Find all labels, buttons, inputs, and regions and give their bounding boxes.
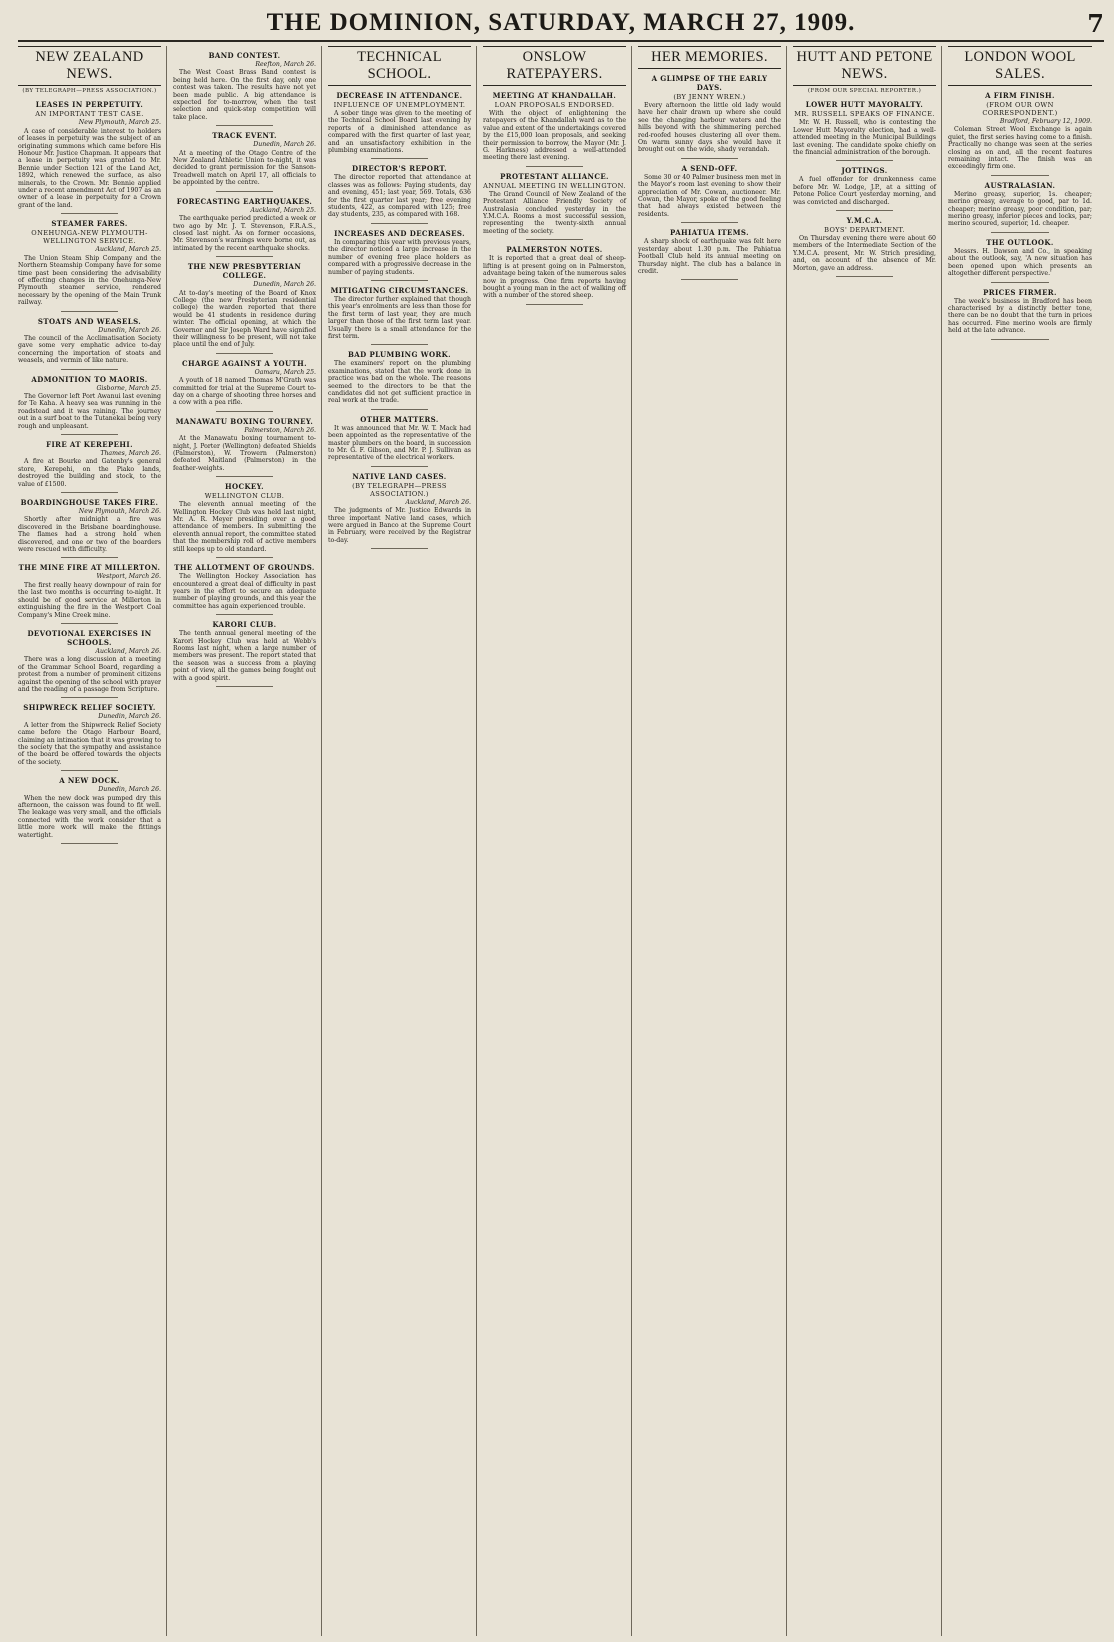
article-body: The director further explained that though this year's enrolments are less than those for the first term of last year, they are much larger than those of the first term last year. Usually there is a small attendance for the first term.: [328, 295, 471, 340]
article-body: The West Coast Brass Band contest is being held here. On the first day, only one contest was taken. The results have not yet been made public. A big attendance is expected for to-morrow, when the test selection and quick-step competition will take place.: [173, 69, 316, 121]
article-headline: LEASES IN PERPETUITY.: [35, 100, 144, 110]
article-body: The examiners' report on the plumbing examinations, stated that the work done in practice was bad on the whole. The reasons seemed to the directors to be that the candidates did not get sufficient practice in real work at the trade.: [328, 360, 471, 405]
article-lower-hutt-mayoralty: [793, 100, 936, 161]
article-fire-at-kerepehi: [18, 440, 161, 493]
article-devotional-exercises-in-schools: [18, 629, 161, 698]
article-divider: [836, 210, 893, 211]
column-misc-1: [173, 46, 322, 1636]
article-decrease-in-attendance: [328, 91, 471, 159]
article-karori-club: [173, 620, 316, 687]
article-the-allotment-of-grounds: [173, 563, 316, 615]
article-band-contest: [173, 51, 316, 126]
article-the-new-presbyterian-college: [173, 262, 316, 354]
article-subheadline: ONEHUNGA-NEW PLYMOUTH-WELLINGTON SERVICE.: [31, 229, 148, 246]
article-steamer-fares: [18, 219, 161, 311]
article-divider: [61, 492, 118, 493]
article-headline: LOWER HUTT MAYORALTY.: [805, 100, 924, 110]
column-heading: HUTT AND PETONE NEWS.: [793, 46, 936, 86]
article-director-s-report: [328, 164, 471, 223]
article-dateline: Dunedin, March 26.: [98, 326, 161, 334]
article-headline: A NEW DOCK.: [59, 776, 120, 786]
article-body: On Thursday evening there were about 60 members of the Intermediate Section of the Y.M.C.A. present, Mr. W. Strich presiding, and, on account of the absence of Mr. Morton, gave an address.: [793, 235, 936, 272]
article-divider: [61, 697, 118, 698]
article-body: The tenth annual general meeting of the Karori Hockey Club was held at Webb's Rooms last night, when a large number of members was present. The report stated that the season was a success from a playing point of view, all the games being fought out with a good spirit.: [173, 630, 316, 682]
article-divider: [371, 280, 428, 281]
article-headline: STEAMER FARES.: [51, 219, 128, 229]
article-headline: AUSTRALASIAN.: [984, 180, 1056, 190]
column-technical-school: [328, 46, 477, 1636]
article-native-land-cases: [328, 472, 471, 549]
article-subheadline: INFLUENCE OF UNEMPLOYMENT.: [333, 101, 466, 109]
article-divider: [681, 222, 738, 223]
article-headline: FORECASTING EARTHQUAKES.: [176, 196, 313, 206]
article-divider: [681, 158, 738, 159]
article-divider: [991, 175, 1049, 176]
article-body: A fire at Bourke and Gatenby's general store, Kerepehi, on the Piako lands, destroyed the building and stock, to the value of £1500.: [18, 458, 161, 488]
article-headline: MANAWATU BOXING TOURNEY.: [175, 416, 314, 426]
article-headline: CHARGE AGAINST A YOUTH.: [182, 358, 307, 368]
article-dateline: Auckland, March 25.: [250, 206, 316, 214]
article-headline: ADMONITION TO MAORIS.: [31, 374, 148, 384]
article-body: A sharp shock of earthquake was felt here yesterday about 1.30 p.m. The Pahiatua Football Club held its annual meeting on Thursday night. The club has a balance in credit.: [638, 238, 781, 275]
article-body: There was a long discussion at a meeting of the Grammar School Board, regarding a protest from a number of prominent citizens against the opening of the school with prayer and the reading of a passage from Scripture.: [18, 656, 161, 693]
article-headline: HOCKEY.: [224, 482, 265, 492]
article-dateline: Auckland, March 25.: [95, 246, 161, 254]
article-divider: [371, 409, 428, 410]
article-divider: [216, 353, 273, 354]
masthead: [18, 6, 1104, 42]
article-body: The Wellington Hockey Association has encountered a great deal of difficulty in past years in the effort to secure an adequate number of playing grounds, and this year the committee has again experienced trouble.: [173, 573, 316, 610]
article-palmerston-notes: [483, 245, 626, 304]
article-dateline: Dunedin, March 26.: [253, 281, 316, 289]
article-a-new-dock: [18, 776, 161, 844]
article-headline: KARORI CLUB.: [212, 620, 277, 630]
article-headline: STOATS AND WEASELS.: [37, 316, 142, 326]
article-body: Shortly after midnight a fire was discovered in the Brisbane boardinghouse. The flames had a strong hold when discovered, and one or two of the boarders were rescued with difficulty.: [18, 516, 161, 554]
article-jottings: [793, 166, 936, 211]
article-dateline: Auckland, March 26.: [405, 498, 471, 506]
article-dateline: Westport, March 26.: [96, 573, 161, 581]
column-her-memories: [638, 46, 787, 1636]
article-body: Merino greasy, superior, 1s. cheaper; merino greasy, average to good, par to 1d. cheaper; merino greasy, poor condition, par; merino greasy, inferior pieces and locks, par; merino scoured, superior, 1d. cheaper.: [948, 190, 1092, 228]
article-a-firm-finish: [948, 91, 1092, 176]
article-dateline: Dunedin, March 26.: [253, 141, 316, 149]
article-headline: DEVOTIONAL EXERCISES IN SCHOOLS.: [27, 628, 152, 647]
article-dateline: Palmerston, March 26.: [244, 426, 316, 434]
article-manawatu-boxing-tourney: [173, 417, 316, 477]
page-number: 7: [1087, 8, 1104, 38]
column-hutt-and-petone-news: [793, 46, 942, 1636]
column-subheading: (BY TELEGRAPH—PRESS ASSOCIATION.): [22, 88, 157, 94]
article-body: A youth of 18 named Thomas M'Grath was committed for trial at the Supreme Court to-day on a charge of shooting three horses and a cow with a pea rifle.: [173, 377, 316, 407]
column-heading: LONDON WOOL SALES.: [948, 46, 1092, 86]
column-heading: TECHNICAL SCHOOL.: [328, 46, 471, 86]
article-dateline: Gisborne, March 25.: [96, 384, 161, 392]
article-prices-firmer: [948, 288, 1092, 340]
article-the-outlook: [948, 238, 1092, 283]
article-divider: [216, 686, 273, 687]
article-subheadline: ANNUAL MEETING IN WELLINGTON.: [483, 181, 626, 190]
article-divider: [836, 276, 893, 277]
article-subheadline: BOYS' DEPARTMENT.: [824, 226, 905, 235]
article-headline: JOTTINGS.: [841, 166, 888, 176]
column-onslow-ratepayers: [483, 46, 632, 1636]
article-dateline: Reefton, March 26.: [255, 61, 316, 68]
article-dateline: Dunedin, March 26.: [98, 713, 161, 721]
article-body: Every afternoon the little old lady would have her chair drawn up where she could see the changing harbour waters and the hills beyond with the shimmering perched red-roofed houses clustering all over them. On warm sunny days she would have it brought out on the wide, shady verandah.: [638, 102, 781, 154]
article-charge-against-a-youth: [173, 359, 316, 412]
article-subheadline: MR. RUSSELL SPEAKS OF FINANCE.: [794, 110, 935, 119]
article-headline: TRACK EVENT.: [212, 131, 277, 141]
article-headline: DIRECTOR'S REPORT.: [352, 164, 447, 174]
article-stoats-and-weasels: [18, 317, 161, 370]
article-headline: A GLIMPSE OF THE EARLY DAYS.: [651, 74, 768, 92]
article-body: The first really heavy downpour of rain for the last two months is occurring to-night. It should be of good service at Millerton in extinguishing the fire in the Westport Coal Company's Mine Creek mine.: [18, 581, 161, 619]
article-headline: BOARDINGHOUSE TAKES FIRE.: [20, 498, 159, 508]
article-headline: PRICES FIRMER.: [983, 287, 1057, 297]
article-the-mine-fire-at-millerton: [18, 563, 161, 623]
article-australasian: [948, 181, 1092, 233]
article-boardinghouse-takes-fire: [18, 498, 161, 558]
article-pahiatua-items: [638, 228, 781, 280]
article-dateline: New Plymouth, March 25.: [78, 119, 161, 127]
article-divider: [371, 158, 428, 159]
article-headline: BAD PLUMBING WORK.: [347, 350, 451, 360]
article-body: The week's business in Bradford has been characterised by a distinctly better tone, there can be no doubt that the turn in prices has occurred. Fine merino wools are firmly held at the late advance.: [948, 297, 1092, 335]
article-subheadline: WELLINGTON CLUB.: [204, 492, 285, 501]
columns-container: [18, 46, 1104, 1636]
article-divider: [61, 434, 118, 435]
article-headline: A SEND-OFF.: [681, 163, 738, 173]
article-leases-in-perpetuity: [18, 100, 161, 214]
article-headline: PALMERSTON NOTES.: [506, 245, 603, 255]
article-divider: [61, 843, 118, 844]
article-body: The earthquake period predicted a week or two ago by Mr. J. T. Stevenson, F.R.A.S., closed last night. As on former occasions, Mr. Stevenson's warnings were borne out, as intimated by the recent earthquake shocks.: [173, 215, 316, 252]
column-heading: HER MEMORIES.: [638, 46, 781, 69]
article-headline: MEETING AT KHANDALLAH.: [492, 91, 617, 100]
article-body: The Grand Council of New Zealand of the Protestant Alliance Friendly Society of Australasia concluded yesterday in the Y.M.C.A. Rooms a most successful session, representing the twenty-sixth annual meeting of the society.: [483, 190, 626, 235]
article-headline: OTHER MATTERS.: [360, 414, 439, 424]
article-headline: THE MINE FIRE AT MILLERTON.: [18, 563, 161, 573]
article-body: When the new dock was pumped dry this afternoon, the caisson was found to fit well. The leakage was very small, and the officials connected with the work consider that a little more work will make the fittings watertight.: [18, 794, 161, 839]
article-divider: [216, 476, 273, 477]
article-forecasting-earthquakes: [173, 197, 316, 257]
article-headline: MITIGATING CIRCUMSTANCES.: [330, 285, 469, 295]
article-divider: [371, 466, 428, 467]
article-divider: [216, 557, 273, 558]
article-headline: SHIPWRECK RELIEF SOCIETY.: [23, 703, 156, 713]
article-body: A fuel offender for drunkenness came before Mr. W. Lodge, J.P., at a sitting of Petone Police Court yesterday morning, and was convicted and discharged.: [793, 176, 936, 206]
article-body: At to-day's meeting of the Board of Knox College (the new Presbyterian residential college) the warden reported that there would be 41 students in residence during winter. The official opening, at which the Governor and Sir Joseph Ward have signified their willingness to be present, will not take place until the end of July.: [173, 289, 316, 349]
article-dateline: Oamaru, March 25.: [254, 368, 316, 376]
article-divider: [371, 344, 428, 345]
article-divider: [216, 191, 273, 192]
article-increases-and-decreases: [328, 229, 471, 281]
article-body: The Governor left Port Awanui last evening for Te Kaha. A heavy sea was running in the roadstead and it was raining. The journey out in a surf boat to the Tutanekai being very rough and unpleasant.: [18, 392, 161, 430]
column-subheading: (FROM OUR SPECIAL REPORTER.): [807, 88, 922, 94]
article-bad-plumbing-work: [328, 350, 471, 409]
article-headline: INCREASES AND DECREASES.: [334, 228, 465, 238]
article-body: In comparing this year with previous years, the director noticed a large increase in the number of evening free place holders as compared with a progressive decrease in the number of paying students.: [328, 238, 471, 276]
article-mitigating-circumstances: [328, 286, 471, 345]
article-body: A sober tinge was given to the meeting of the Technical School Board last evening by reports of a diminished attendance as compared with the first quarter of last year, and an unsatisfactory exhibition in the plumbing examinations.: [328, 110, 471, 155]
article-body: The director reported that attendance at classes was as follows: Paying students, day and evening, 451; last year, 569. Totals, 636 for the first quarter last year; free evening students, 422, as compared with 125; free day students, 235, as compared with 168.: [328, 174, 471, 219]
article-divider: [216, 256, 273, 257]
article-dateline: Dunedin, March 26.: [98, 786, 161, 794]
article-body: Messrs. H. Dawson and Co., in speaking about the outlook, say, 'A new situation has been opened upon which presents an altogether different perspective.': [948, 247, 1092, 278]
article-headline: NATIVE LAND CASES.: [352, 471, 447, 481]
article-divider: [371, 223, 428, 224]
article-body: The judgments of Mr. Justice Edwards in three important Native land cases, which were argued in Banco at the Supreme Court in February, were received by the Registrar to-day.: [328, 507, 471, 544]
article-admonition-to-maoris: [18, 375, 161, 435]
article-subheadline: (BY JENNY WREN.): [673, 93, 746, 101]
article-hockey: [173, 482, 316, 558]
article-divider: [991, 232, 1049, 233]
article-subheadline: (FROM OUR OWN CORRESPONDENT.): [982, 101, 1058, 117]
article-body: The Union Steam Ship Company and the Northern Steamship Company have for some time past been considering the advisability of effecting changes in the Onehunga-New Plymouth steamer service, rendered necessary by the opening of the Main Trunk railway.: [18, 254, 161, 307]
article-meeting-at-khandallah: [483, 91, 626, 167]
article-headline: THE OUTLOOK.: [986, 237, 1054, 247]
article-dateline: New Plymouth, March 26.: [78, 508, 161, 516]
article-body: It is reported that a great deal of sheep-lifting is at present going on in Palmerston, advantage being taken of the numerous sales now in progress. One firm reports having bought a young man in the act of walking off with a number of the stored sheep.: [483, 255, 626, 300]
article-divider: [61, 213, 118, 214]
article-protestant-alliance: [483, 172, 626, 240]
article-body: With the object of enlightening the ratepayers of the Khandallah ward as to the value and extent of the undertakings covered by the £15,000 loan proposals, and seeking their permission to borrow, the Mayor (Mr. J. G. Harkness) addressed a well-attended meeting there last evening.: [483, 110, 626, 162]
article-dateline: Bradford, February 12, 1909.: [999, 118, 1092, 125]
article-body: Coleman Street Wool Exchange is again quiet, the first series having come to a finish. Practically no change was seen at the series closing as on and, all the recent features remaining intact. The finish was an exceedingly firm one.: [948, 126, 1092, 171]
article-track-event: [173, 131, 316, 191]
article-headline: DECREASE IN ATTENDANCE.: [336, 91, 463, 100]
article-divider: [681, 279, 738, 280]
article-divider: [526, 166, 583, 167]
article-divider: [526, 239, 583, 240]
column-new-zealand-news: [18, 46, 167, 1636]
article-divider: [61, 623, 118, 624]
article-a-send-off: [638, 164, 781, 223]
article-divider: [216, 411, 273, 412]
article-headline: PAHIATUA ITEMS.: [670, 228, 749, 238]
article-body: At a meeting of the Otago Centre of the New Zealand Athletic Union to-night, it was decided to grant permission for the Sanson-Treadwell match on April 17, all officials to be appointed by the centre.: [173, 149, 316, 187]
column-london-wool-sales: [948, 46, 1097, 1636]
column-heading: ONSLOW RATEPAYERS.: [483, 46, 626, 86]
article-body: The council of the Acclimatisation Society gave some very emphatic advice to-day concerning the importation of stoats and weasels, and vermin of like nature.: [18, 334, 161, 365]
article-headline: BAND CONTEST.: [208, 51, 281, 60]
article-divider: [61, 311, 118, 312]
article-divider: [526, 304, 583, 305]
article-other-matters: [328, 415, 471, 467]
article-divider: [216, 125, 273, 126]
article-headline: FIRE AT KEREPEHI.: [46, 440, 133, 449]
article-subheadline: LOAN PROPOSALS ENDORSED.: [494, 101, 615, 109]
article-subheadline: AN IMPORTANT TEST CASE.: [35, 110, 144, 119]
article-headline: THE NEW PRESBYTERIAN COLLEGE.: [187, 262, 302, 281]
article-body: It was announced that Mr. W. T. Mack had been appointed as the representative of the master plumbers on the board, in succession to Mr. G. F. Gibson, and Mr. P. J. Sullivan as representative of the electrical workers.: [328, 424, 471, 462]
article-divider: [61, 369, 118, 370]
article-divider: [371, 548, 428, 549]
article-divider: [216, 614, 273, 615]
article-body: Mr. W. H. Russell, who is contesting the Lower Hutt Mayoralty election, had a well-attended meeting in the Municipal Buildings last evening. The candidate spoke chiefly on the financial administration of the borough.: [793, 119, 936, 157]
article-divider: [836, 160, 893, 161]
article-subheadline: (BY TELEGRAPH—PRESS ASSOCIATION.): [352, 481, 447, 498]
article-body: At the Manawatu boxing tournament to-night, J. Porter (Wellington) defeated Shields (Palmerston), W. Trowern (Palmerston) defeated Maitland (Palmerston) in the feather-weights.: [173, 435, 316, 472]
article-dateline: Auckland, March 26.: [95, 647, 161, 655]
article-divider: [991, 282, 1049, 283]
article-divider: [61, 770, 118, 771]
article-body: A case of considerable interest to holders of leases in perpetuity was the subject of an originating summons which came before His Honour Mr. Justice Chapman. It appears that a lease in perpetuity was granted to Mr. Bennie under Section 121 of the Land Act, 1892, which renewed the surface, as also minerals, to the Crown. Mr. Bennie applied under a recent amendment Act of 1907 as an owner of a lease in perpetuity for a Crown grant of the land.: [18, 127, 161, 209]
article-divider: [61, 557, 118, 558]
article-a-glimpse-of-the-early-days: [638, 74, 781, 159]
article-dateline: Thames, March 26.: [100, 450, 161, 457]
article-divider: [991, 339, 1049, 340]
article-shipwreck-relief-society: [18, 703, 161, 771]
article-body: The eleventh annual meeting of the Wellington Hockey Club was held last night, Mr. A. R. Meyer presiding over a good attendance of members. In submitting the eleventh annual report, the committee stated that the membership roll of active members still keeps up to old standard.: [173, 501, 316, 553]
article-headline: A FIRM FINISH.: [985, 91, 1055, 100]
article-body: A letter from the Shipwreck Relief Society came before the Otago Harbour Board, claiming an intimation that it was growing to the society that the sympathy and assistance of the board be offered towards the objects of the society.: [18, 721, 161, 766]
article-headline: PROTESTANT ALLIANCE.: [500, 171, 609, 181]
article-body: Some 30 or 40 Palmer business men met in the Mayor's room last evening to show their appreciation of Mr. Cowan, auctioneer. Mr. Cowan, the Mayor, spoke of the good feeling that had always existed between the residents.: [638, 173, 781, 218]
article-y-m-c-a: [793, 216, 936, 277]
article-headline: THE ALLOTMENT OF GROUNDS.: [174, 563, 315, 573]
newspaper-title: THE DOMINION, SATURDAY, MARCH 27, 1909.: [266, 9, 856, 36]
article-headline: Y.M.C.A.: [846, 216, 883, 226]
column-heading: NEW ZEALAND NEWS.: [18, 46, 161, 86]
